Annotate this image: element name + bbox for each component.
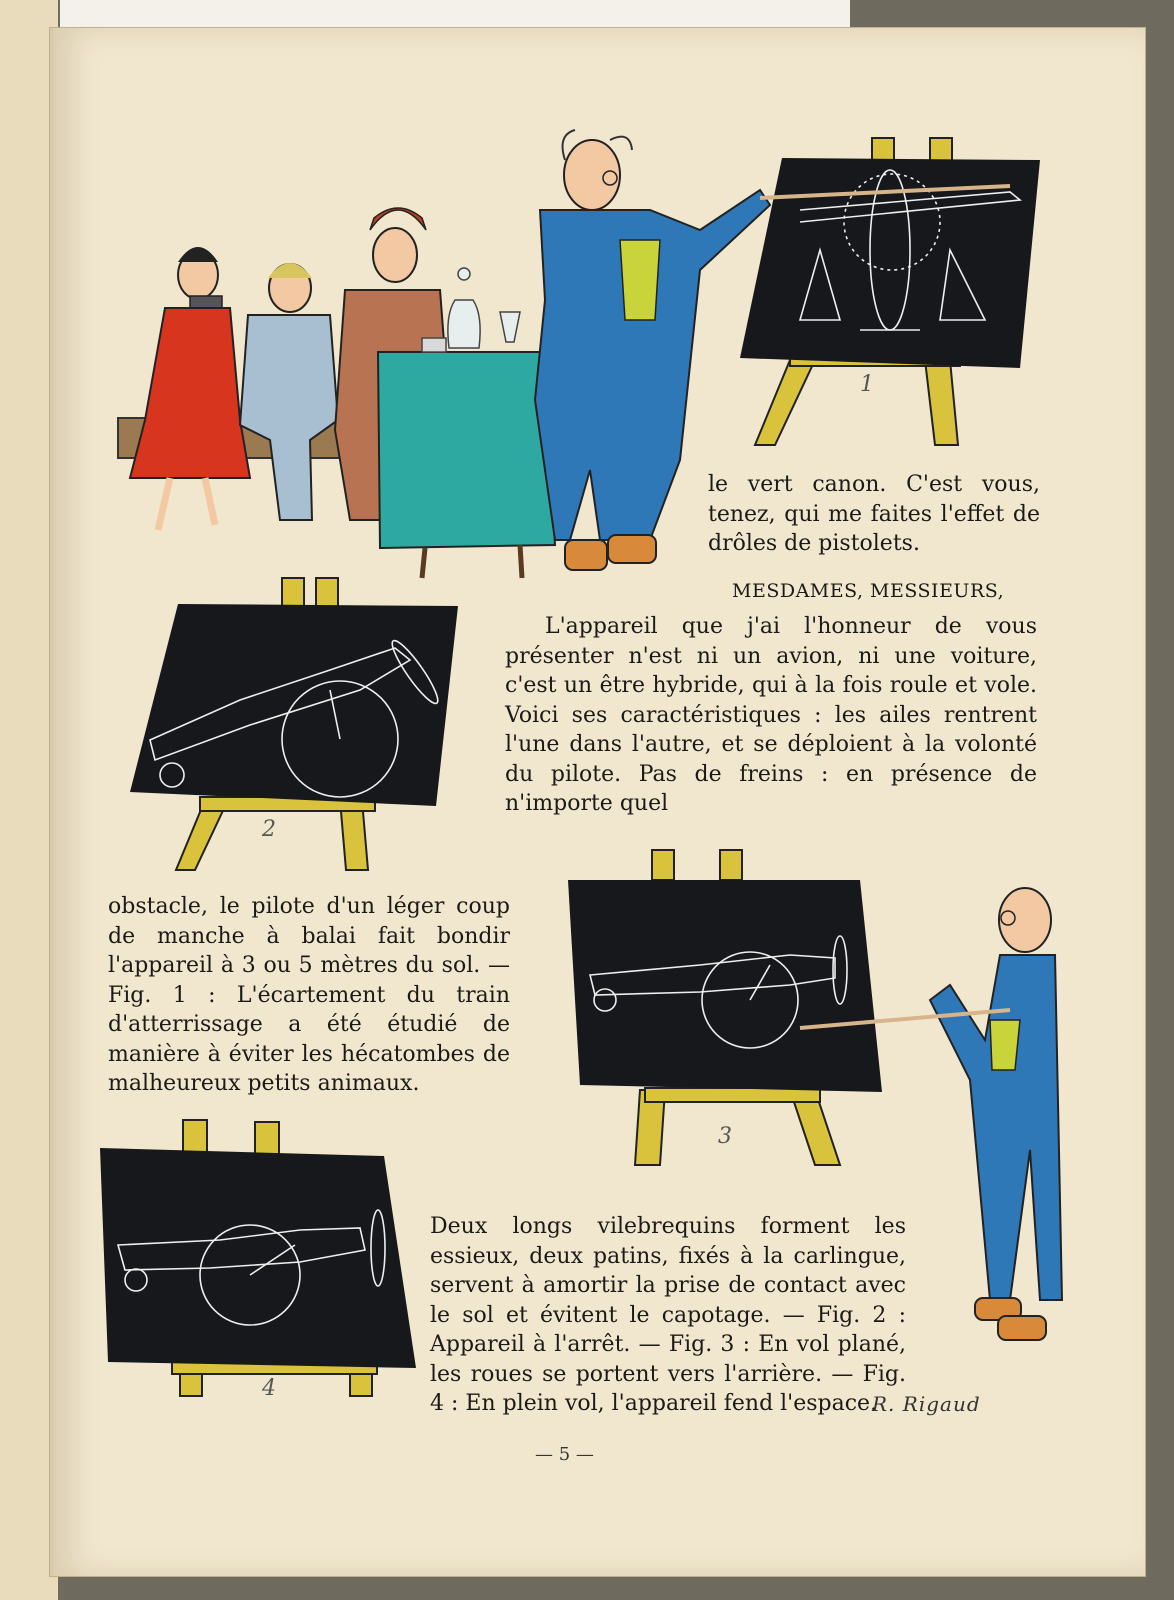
teal-tablecloth [378,352,555,548]
boy-grey-suit [240,315,338,520]
glass [500,312,520,342]
fig-label-4: 4 [262,1376,276,1401]
blackboard-3 [568,880,882,1092]
lecturer-2-blue-suit [930,955,1062,1300]
audience-scene [118,208,555,578]
girl-red-dress [130,308,250,478]
yellow-vest [620,240,660,320]
paragraph-2: obstacle, le pilote d'un léger coup de manche à balai fait bondir l'appareil à 3 ou 5 mètres du sol. — Fig. 1 : L'écartement du train d'atterrissage a été étudié de manière à éviter les hécatombes de malheureux petits animaux. [108,894,510,1096]
page-number: — 5 — [535,1444,594,1465]
fig-label-2: 2 [262,817,276,842]
artist-signature: R. Rigaud [872,1392,981,1416]
blackboard-1 [740,158,1040,368]
fig-label-1: 1 [860,372,874,397]
blackboard-4 [100,1148,416,1368]
paragraph-3: Deux longs vilebrequins forment les essieux, deux patins, fixés à la carlingue, servent à amortir la prise de contact avec le sol et évitent le capotage. — Fig. 2 : Appareil à l'arrêt. — Fig. 3 : En vol plané, les roues se portent vers l'arrière. — Fig. 4 : En plein vol, l'appareil fend l'espace. [430,1214,906,1416]
text-top-right: le vert canon. C'est vous, tenez, qui me faites l'effet de drôles de pistolets. [708,472,1040,556]
salutation: MESDAMES, MESSIEURS, [732,580,1005,602]
paragraph-1: L'appareil que j'ai l'honneur de vous présenter n'est ni un avion, ni une voiture, c'est un être hybride, qui à la fois roule et vole. Voici ses caractéristiques : les ailes rentrent l'une dans l'autre, et se déploient à la volonté du pilote. Pas de freins : en présence de n'importe quel [505,614,1037,816]
fig-label-3: 3 [718,1124,732,1149]
carafe [448,300,480,348]
